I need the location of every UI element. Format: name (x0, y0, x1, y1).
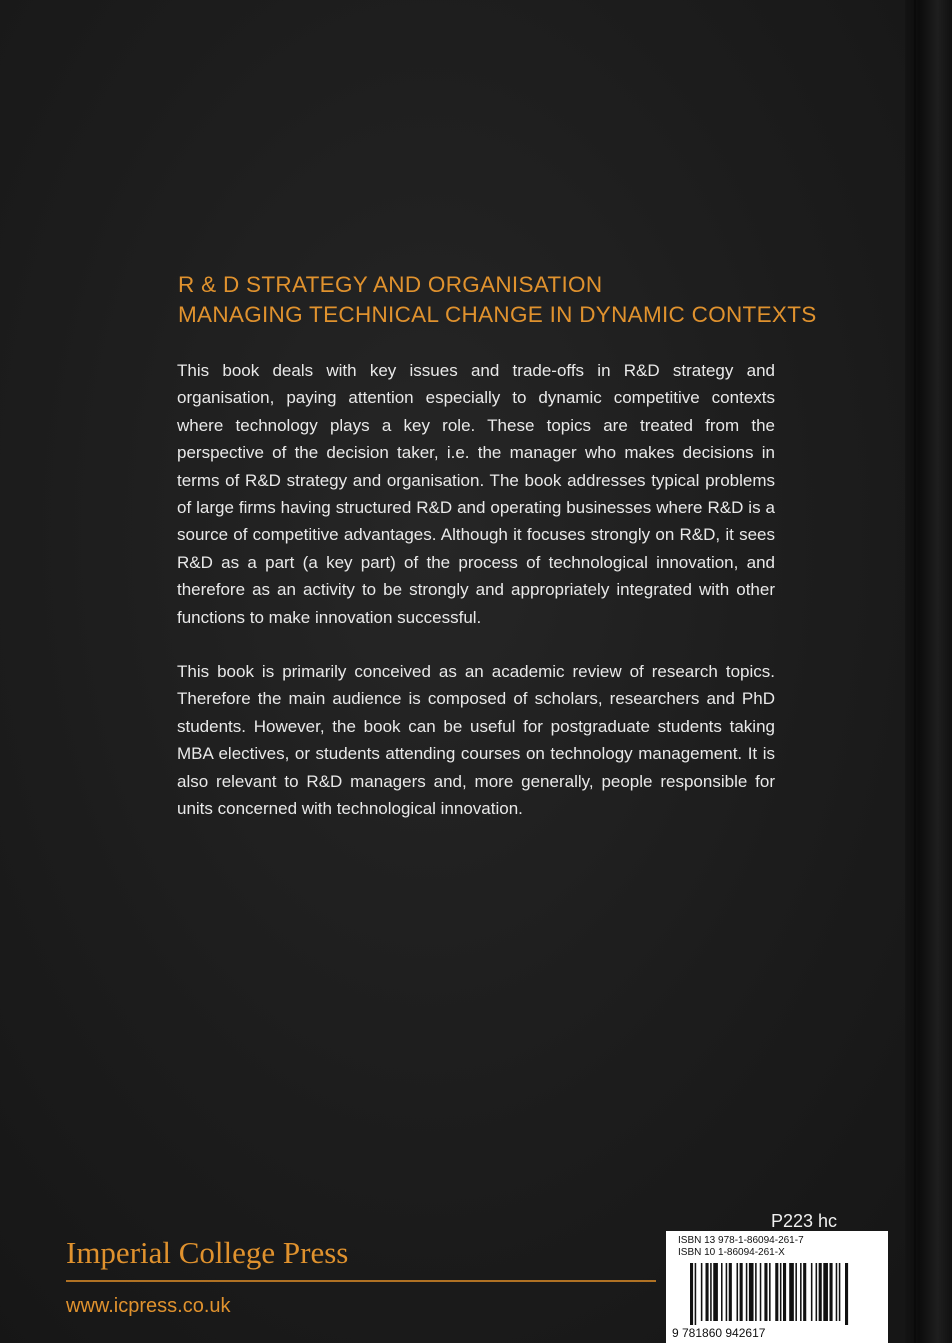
barcode-bar (811, 1263, 813, 1321)
barcode-bar (706, 1263, 709, 1321)
title-line-1: R & D STRATEGY AND ORGANISATION (178, 272, 603, 297)
book-spine-edge (905, 0, 952, 1343)
barcode-bar (836, 1263, 838, 1321)
barcode-bar (726, 1263, 728, 1321)
barcode-bar (769, 1263, 771, 1321)
spine-hinge-line (914, 0, 916, 1343)
barcode-bar (775, 1263, 778, 1321)
barcode-bar (803, 1263, 806, 1321)
barcode-bar (701, 1263, 703, 1321)
publisher-website: www.icpress.co.uk (66, 1295, 231, 1317)
barcode-bars (676, 1263, 878, 1325)
isbn-13-label: ISBN 13 978-1-86094-261-7 (678, 1235, 804, 1246)
barcode-bar (755, 1263, 757, 1321)
barcode-bar (819, 1263, 822, 1321)
barcode-bar (749, 1263, 754, 1321)
barcode-panel (666, 1231, 888, 1343)
barcode-bar (816, 1263, 818, 1321)
price-code: P223 hc (771, 1211, 838, 1231)
barcode-bar (845, 1263, 848, 1325)
barcode-bar (713, 1263, 718, 1321)
title-line-2: MANAGING TECHNICAL CHANGE IN DYNAMIC CONTEXTS (178, 302, 817, 327)
barcode-bar (839, 1263, 841, 1321)
barcode-digits: 9 781860 942617 (672, 1326, 766, 1340)
barcode-bar (740, 1263, 743, 1321)
blurb-paragraph-1: This book deals with key issues and trade-offs in R&D strategy and organisation, paying attention especially to dynamic competitive contexts where technology plays a key role. These topics are treated from the perspective of the decision taker, i.e. the manager who makes decisions in terms of R&D strategy and organisation. The book addresses typical problems of large firms having structured R&D and operating businesses where R&D is a source of competitive advantages. Although it focuses strongly on R&D, it sees R&D as a part (a key part) of the process of technological innovation, and therefore as an activity to be strongly and appropriately integrated with other functions to make innovation successful. (177, 361, 775, 627)
barcode-bar (710, 1263, 712, 1321)
barcode-bar (830, 1263, 833, 1321)
publisher-divider (66, 1280, 656, 1282)
barcode-bar (764, 1263, 767, 1321)
barcode-bar (746, 1263, 748, 1321)
barcode-bar (800, 1263, 802, 1321)
barcode-bar (729, 1263, 732, 1321)
barcode-bar (795, 1263, 797, 1321)
barcode-bar (823, 1263, 828, 1321)
isbn-10-label: ISBN 10 1-86094-261-X (678, 1247, 785, 1258)
barcode-bar (789, 1263, 794, 1321)
book-title (178, 270, 818, 330)
barcode-bar (780, 1263, 782, 1321)
publisher-name: Imperial College Press (66, 1235, 349, 1270)
barcode-bar (783, 1263, 786, 1321)
barcode-bar (695, 1263, 697, 1325)
barcode-bar (690, 1263, 693, 1325)
barcode-bar (760, 1263, 762, 1321)
barcode-bar (737, 1263, 739, 1321)
blurb (177, 357, 775, 823)
barcode-bar (721, 1263, 723, 1321)
blurb-paragraph-2: This book is primarily conceived as an academic review of research topics. Therefore the main audience is composed of scholars, researchers and PhD students. However, the book can be useful for postgraduate students taking MBA electives, or students attending courses on technology management. It is also relevant to R&D managers and, more generally, people responsible for units concerned with technological innovation. (177, 662, 775, 819)
